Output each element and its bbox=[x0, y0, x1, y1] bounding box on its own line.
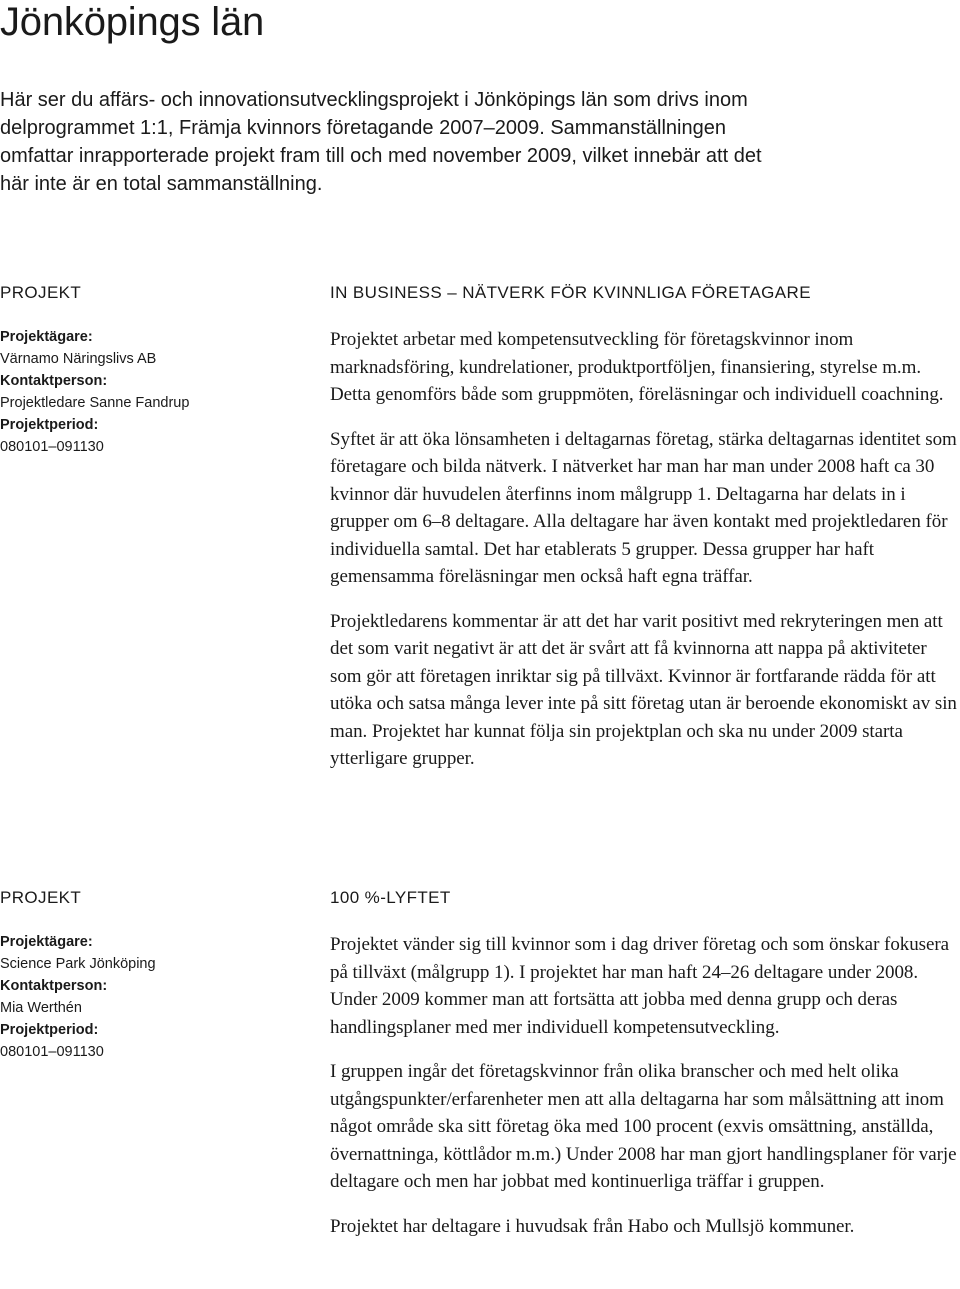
project-description bbox=[330, 887, 960, 1257]
owner-value: Science Park Jönköping bbox=[0, 956, 156, 972]
paragraph: Projektet vänder sig till kvinnor som i dag driver företag och som önskar fokusera på tillväxt (målgrupp 1). I projektet har man haft 24–26 deltagare under 2008. Under 2009 kommer man att fortsätta att jobba med denna grupp och deras handlingsplaner med mer individuell kompetensutveckling. bbox=[330, 934, 950, 1038]
owner-label: Projektägare: bbox=[0, 934, 93, 950]
contact-value: Projektledare Sanne Fandrup bbox=[0, 395, 190, 411]
project-label: PROJEKT bbox=[0, 888, 82, 907]
project-description bbox=[330, 282, 960, 790]
paragraph: Projektledarens kommentar är att det har varit positivt med rekryteringen men att det som varit negativt är att det är svårt att få kvinnorna att nappa på aktiviteter som gör att företagen inriktar sig på tillväxt. Kvinnor är fortfarande rädda för att utöka och satsa många lever inte på sitt företag utan är beroende ekonomiskt av sin man. Projektet har kunnat följa sin projektplan och ska nu under 2009 starta ytterligare grupper. bbox=[330, 610, 957, 769]
project-label: PROJEKT bbox=[0, 283, 82, 302]
contact-value: Mia Werthén bbox=[0, 1000, 82, 1016]
page-title: Jönköpings län bbox=[0, 0, 265, 44]
project-meta bbox=[0, 887, 300, 1063]
owner-value: Värnamo Näringslivs AB bbox=[0, 351, 157, 367]
paragraph: I gruppen ingår det företagskvinnor från olika branscher och med helt olika utgångspunkter/erfarenheter men att alla deltagarna har som målsättning att inom något område ska sitt företag öka med 100 procent (exvis omsättning, anställda, övernattninga, köttlådor m.m.) Under 2008 har man gjort handlingsplaner för varje deltagare och men har jobbat med kontinuerliga träffar i gruppen. bbox=[330, 1061, 957, 1192]
paragraph: Projektet arbetar med kompetensutveckling för företagskvinnor inom marknadsföring, kundrelationer, produktportföljen, finansiering, styrelse m.m. Detta genomförs både som gruppmöten, föreläsningar och individuell coachning. bbox=[330, 329, 944, 405]
contact-label: Kontaktperson: bbox=[0, 373, 108, 389]
contact-label: Kontaktperson: bbox=[0, 978, 108, 994]
intro-text: Här ser du affärs- och innovationsutvecklingsprojekt i Jönköpings län som drivs inom delprogrammet 1:1, Främja kvinnors företagande 2007–2009. Sammanställningen omfattar inrapporterade projekt fram till och med november 2009, vilket innebär att det här inte är en total sammanställning. bbox=[0, 89, 762, 195]
period-value: 080101–091130 bbox=[0, 1044, 104, 1060]
paragraph: Projektet har deltagare i huvudsak från Habo och Mullsjö kommuner. bbox=[330, 1215, 855, 1237]
period-label: Projektperiod: bbox=[0, 417, 99, 433]
paragraph: Syftet är att öka lönsamheten i deltagarnas företag, stärka deltagarnas identitet som företagare och bilda nätverk. I nätverket har man har man under 2008 haft ca 30 kvinnor där huvudelen återfinns inom målgrupp 1. Deltagarna har delats in i grupper om 6–8 deltagare. Alla deltagare har även kontakt med projektledaren för individuella samtal. Det har etablerats 5 grupper. Dessa grupper har haft gemensamma föreläsningar men också haft egna träffar. bbox=[330, 428, 957, 587]
period-label: Projektperiod: bbox=[0, 1022, 99, 1038]
project-name: 100 %-LYFTET bbox=[330, 888, 451, 907]
owner-label: Projektägare: bbox=[0, 329, 93, 345]
project-name: IN BUSINESS – NÄTVERK FÖR KVINNLIGA FÖRETAGARE bbox=[330, 283, 811, 302]
period-value: 080101–091130 bbox=[0, 439, 104, 455]
project-meta bbox=[0, 282, 300, 458]
